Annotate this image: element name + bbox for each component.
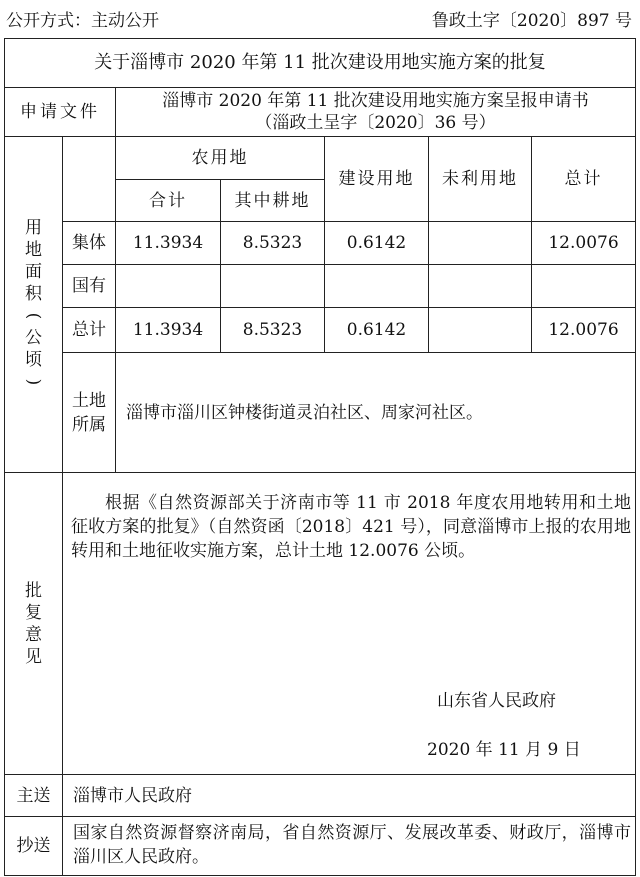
header-agricultural-land: 农用地 (191, 148, 249, 168)
vertical-char: 顷 (25, 349, 42, 370)
land-location-label-line-1: 土地 (72, 390, 106, 411)
cell-total-construction: 0.6142 (346, 320, 407, 340)
header-construction-land: 建设用地 (338, 169, 415, 189)
cell-collective-agri-cultivated: 8.5323 (242, 233, 303, 253)
application-document (116, 88, 635, 136)
header-total: 总计 (564, 169, 603, 189)
copy-to-text: 国家自然资源督察济南局，省自然资源厅、发展改革委、财政厅，淄博市淄川区人民政府。 (73, 823, 631, 867)
header-agri-cultivated: 其中耕地 (234, 190, 311, 211)
vertical-char: 复 (25, 602, 42, 623)
land-location-label (63, 353, 115, 472)
grid-line (4, 472, 636, 473)
vertical-char: 地 (25, 239, 42, 260)
cell-state-agri-cultivated (221, 265, 324, 307)
cell-state-unused (429, 265, 531, 307)
vertical-char: 见 (25, 646, 42, 667)
vertical-char: 公 (25, 327, 42, 348)
land-area-side-label (5, 137, 62, 472)
vertical-char: ( (23, 312, 44, 319)
cell-total-total: 12.0076 (548, 320, 619, 340)
vertical-char: ) (23, 378, 44, 385)
cell-collective-total: 12.0076 (548, 233, 619, 253)
disclosure-mode: 公开方式：主动公开 (6, 11, 159, 31)
land-location-text: 淄博市淄川区钟楼街道灵泊社区、周家河社区。 (126, 402, 483, 423)
cell-collective-construction: 0.6142 (346, 233, 407, 253)
vertical-char: 积 (25, 283, 42, 304)
table-border-right (635, 38, 636, 876)
copy-to-label: 抄送 (16, 836, 51, 856)
vertical-char: 意 (25, 624, 42, 645)
cell-state-total (532, 265, 635, 307)
table-border-bottom (4, 875, 636, 876)
application-line-1: 淄博市 2020 年第 11 批次建设用地实施方案呈报申请书 (162, 91, 589, 111)
document-number: 鲁政土字〔2020〕897 号 (431, 11, 632, 31)
row-label-state-owned: 国有 (72, 276, 106, 296)
cell-total-agri-cultivated: 8.5323 (242, 320, 303, 340)
main-recipient-text: 淄博市人民政府 (73, 785, 192, 806)
application-line-2: （淄政土呈字〔2020〕36 号） (255, 113, 496, 133)
cell-collective-agri-total: 11.3934 (132, 233, 204, 253)
header-agri-total: 合计 (149, 190, 187, 211)
vertical-char: 批 (25, 580, 42, 601)
cell-state-construction (325, 265, 428, 307)
approval-side-label (5, 473, 62, 774)
cell-total-agri-total: 11.3934 (132, 320, 204, 340)
approval-title: 关于淄博市 2020 年第 11 批次建设用地实施方案的批复 (94, 52, 546, 73)
vertical-char: 面 (25, 261, 42, 282)
approval-paragraph: 根据《自然资源部关于济南市等 11 市 2018 年度农用地转用和土地征收方案的批复》（自然资函〔2018〕421 号），同意淄博市上报的农用地转用和土地征收实施方案，总计土地 12.0076 公顷。 (71, 493, 631, 561)
main-recipient-label: 主送 (16, 785, 51, 806)
cell-state-agri-total (116, 265, 220, 307)
row-label-collective: 集体 (72, 233, 106, 253)
cell-total-unused (429, 308, 531, 352)
land-location-label-line-2: 所属 (72, 414, 106, 435)
vertical-char: 用 (25, 217, 42, 238)
approval-issuer: 山东省人民政府 (437, 691, 556, 711)
row-label-grand-total: 总计 (72, 320, 106, 340)
header-unused-land: 未利用地 (442, 169, 518, 189)
cell-collective-unused (429, 222, 531, 264)
approval-date: 2020 年 11 月 9 日 (427, 740, 581, 760)
application-label: 申请文件 (20, 102, 100, 122)
grid-line (4, 816, 636, 817)
